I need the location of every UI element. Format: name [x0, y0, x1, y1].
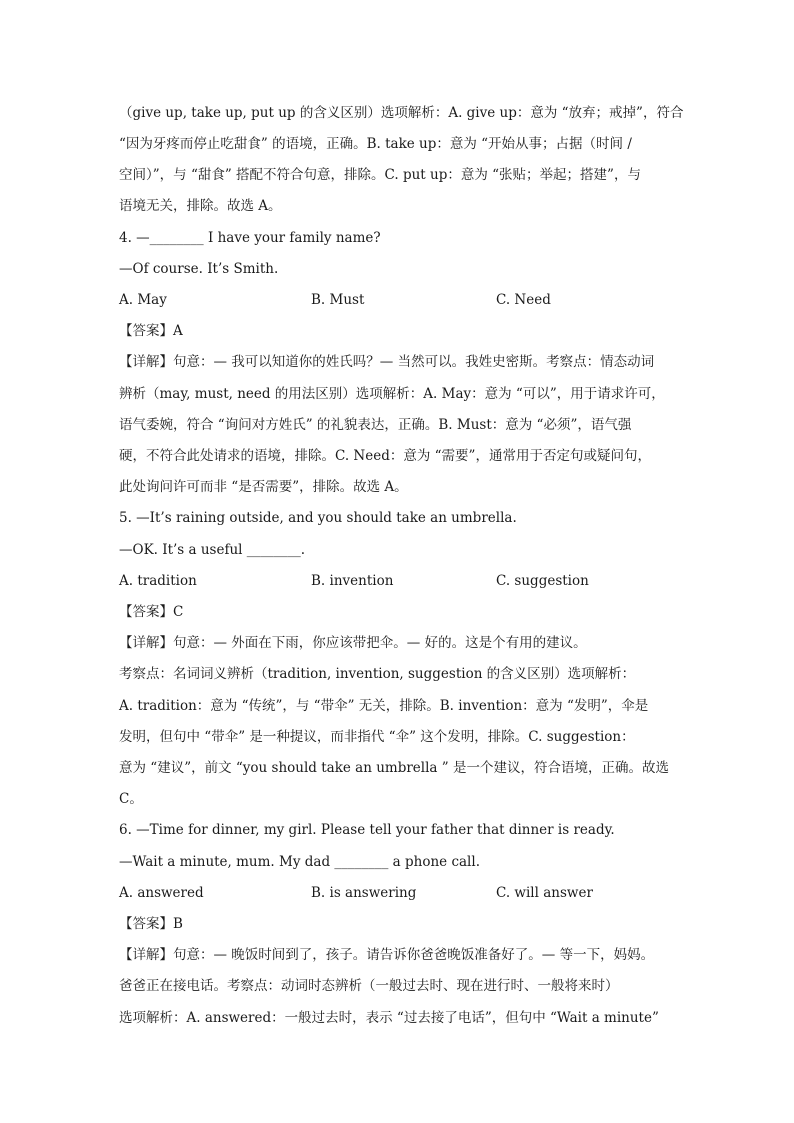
answer-6: 【答案】B — [119, 916, 183, 932]
q6-option-c: C. will answer — [496, 885, 593, 901]
question-6-reply: —Wait a minute, mum. My dad ________ a phone call. — [119, 854, 480, 870]
question-5-reply: —OK. It’s a useful ________. — [119, 542, 306, 558]
q4-option-c: C. Need — [496, 292, 551, 308]
q6-option-a: A. answered — [119, 885, 204, 901]
explanation-line: 选项解析：A. answered：一般过去时，表示 “过去接了电话”，但句中 “Wait a minute” — [119, 1010, 659, 1026]
explanation-line: 语气委婉，符合 “询问对方姓氏” 的礼貌表达，正确。B. Must：意为 “必须”，语气强 — [119, 417, 632, 433]
explanation-line: 考察点：名词词义辨析（tradition, invention, suggestion 的含义区别）选项解析： — [119, 666, 636, 682]
q4-option-b: B. Must — [311, 292, 365, 308]
question-4-reply: —Of course. It’s Smith. — [119, 261, 279, 277]
answer-4: 【答案】A — [119, 323, 183, 339]
explanation-line: 【详解】句意：— 晚饭时间到了，孩子。请告诉你爸爸晚饭准备好了。— 等一下，妈妈。 — [119, 947, 655, 963]
question-4: 4. —________ I have your family name? — [119, 230, 381, 246]
text-line: “因为牙疼而停止吃甜食” 的语境，正确。B. take up：意为 “开始从事；占据（时间 / — [119, 136, 632, 152]
q5-option-c: C. suggestion — [496, 573, 589, 589]
explanation-line: 发明，但句中 “带伞” 是一种提议，而非指代 “伞” 这个发明，排除。C. suggestion： — [119, 729, 635, 745]
answer-5: 【答案】C — [119, 604, 184, 620]
q5-option-a: A. tradition — [119, 573, 197, 589]
question-6: 6. —Time for dinner, my girl. Please tell your father that dinner is ready. — [119, 822, 615, 838]
text-line: 空间）”，与 “甜食” 搭配不符合句意，排除。C. put up：意为 “张贴；举起；搭建”，与 — [119, 167, 641, 183]
explanation-line: 此处询问许可而非 “是否需要”，排除。故选 A。 — [119, 479, 408, 495]
q6-option-b: B. is answering — [311, 885, 417, 901]
explanation-line: 硬，不符合此处请求的语境，排除。C. Need：意为 “需要”，通常用于否定句或疑问句， — [119, 448, 651, 464]
explanation-line: A. tradition：意为 “传统”，与 “带伞” 无关，排除。B. invention：意为 “发明”，伞是 — [119, 698, 649, 714]
explanation-line: C。 — [119, 791, 143, 807]
question-5: 5. —It’s raining outside, and you should take an umbrella. — [119, 510, 517, 526]
text-line: （give up, take up, put up 的含义区别）选项解析：A. give up：意为 “放弃；戒掉”，符合 — [119, 105, 684, 121]
q5-option-b: B. invention — [311, 573, 394, 589]
explanation-line: 爸爸正在接电话。考察点：动词时态辨析（一般过去时、现在进行时、一般将来时） — [119, 978, 619, 994]
q4-option-a: A. May — [119, 292, 167, 308]
text-line: 语境无关，排除。故选 A。 — [119, 198, 282, 214]
explanation-line: 【详解】句意：— 外面在下雨，你应该带把伞。— 好的。这是个有用的建议。 — [119, 635, 587, 651]
explanation-line: 【详解】句意：— 我可以知道你的姓氏吗？— 当然可以。我姓史密斯。考察点：情态动词 — [119, 354, 655, 370]
explanation-line: 意为 “建议”，前文 “you should take an umbrella ” 是一个建议，符合语境，正确。故选 — [119, 760, 669, 776]
explanation-line: 辨析（may, must, need 的用法区别）选项解析：A. May：意为 “可以”，用于请求许可， — [119, 386, 665, 402]
